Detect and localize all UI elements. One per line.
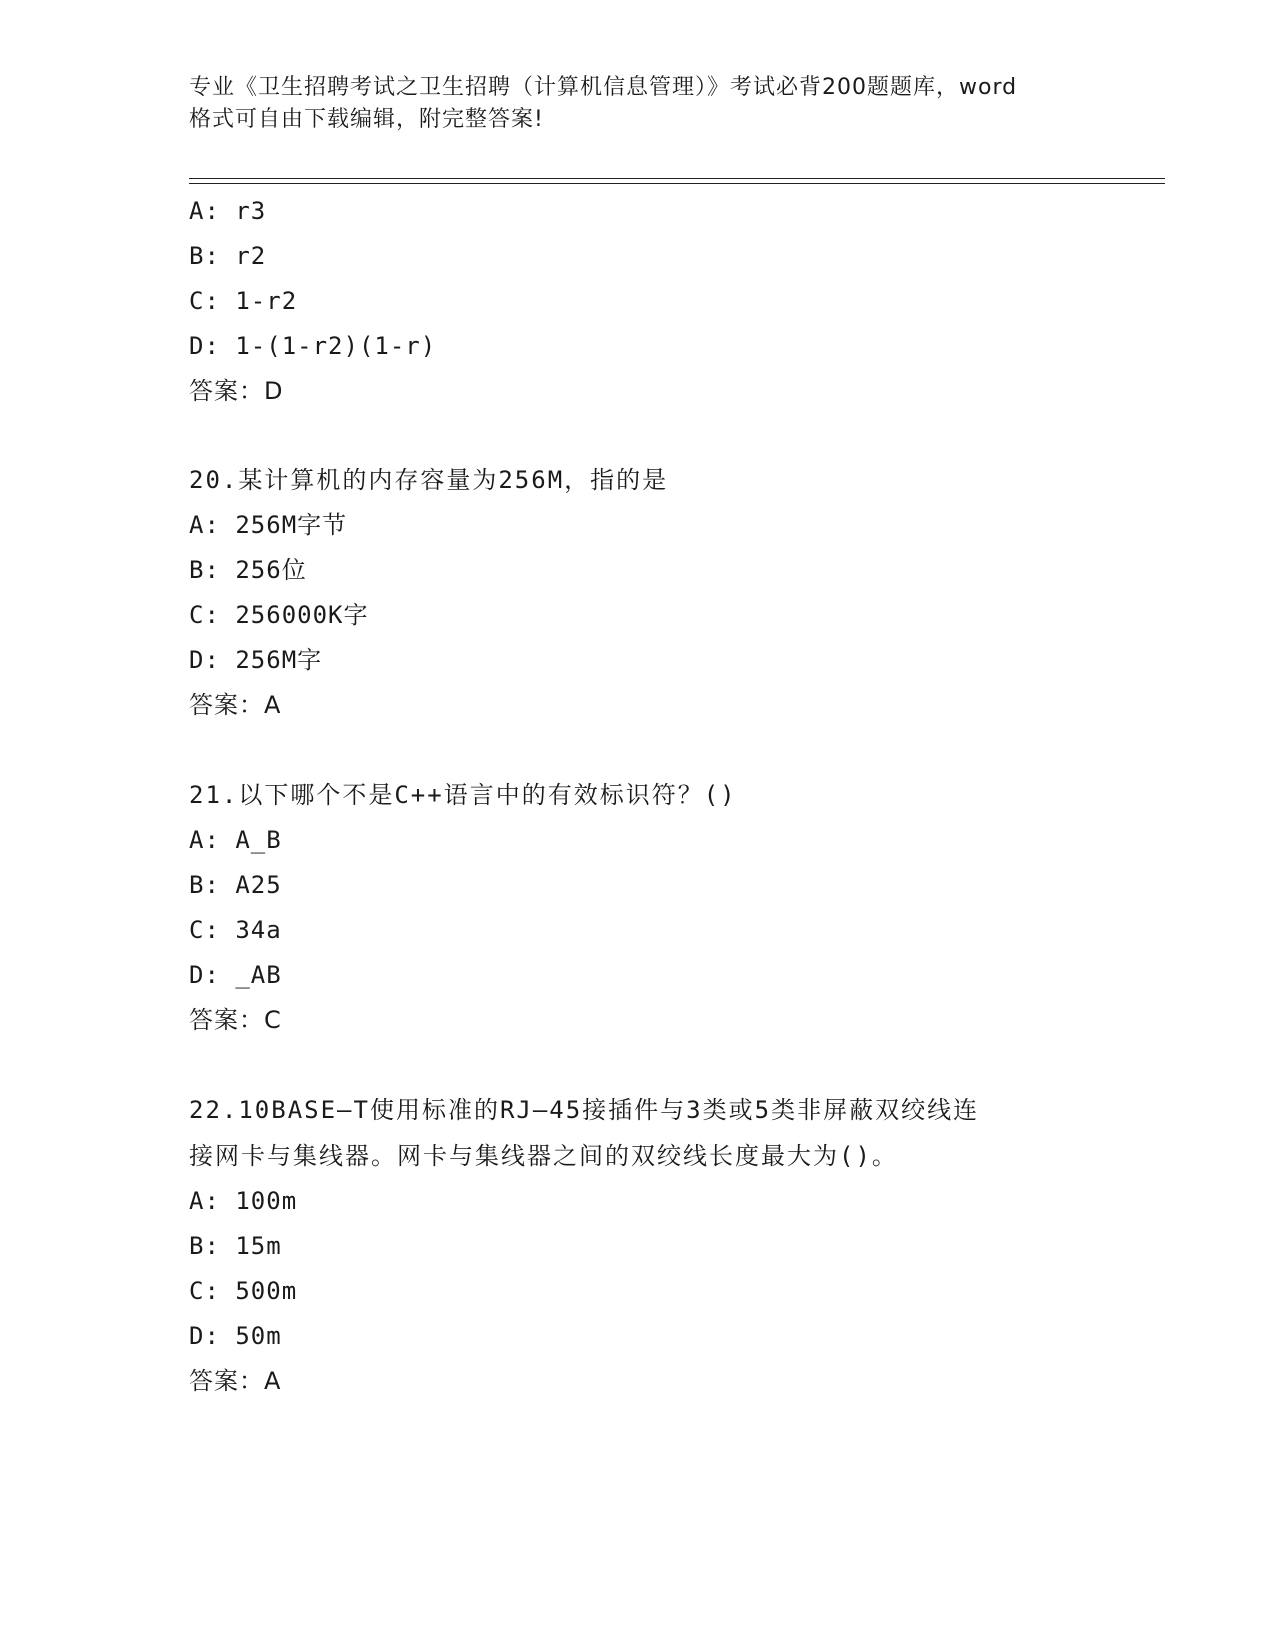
header-line-2: 格式可自由下载编辑，附完整答案! (189, 107, 544, 132)
header-line-1: 专业《卫生招聘考试之卫生招聘（计算机信息管理）》考试必背200题题库，word (189, 75, 1018, 100)
option-c: C: 1-r2 (189, 287, 298, 315)
option-d: D: 256M字 (189, 646, 323, 674)
option-d: D: _AB (189, 961, 282, 989)
option-a: A: 100m (189, 1187, 298, 1215)
answer: 答案：C (189, 1006, 282, 1034)
question-20: 20.某计算机的内存容量为256M，指的是 (189, 466, 669, 494)
option-a: A: A_B (189, 826, 282, 854)
option-a: A: 256M字节 (189, 511, 348, 539)
header-rule-bottom (189, 183, 1165, 184)
option-c: C: 256000K字 (189, 601, 369, 629)
option-b: B: 256位 (189, 556, 307, 584)
option-d: D: 50m (189, 1322, 282, 1350)
answer: 答案：D (189, 377, 284, 405)
option-b: B: r2 (189, 242, 267, 270)
header-rule-top (189, 178, 1165, 179)
answer: 答案：A (189, 691, 282, 719)
option-d: D: 1-(1-r2)(1-r) (189, 332, 437, 360)
option-b: B: A25 (189, 871, 282, 899)
option-c: C: 500m (189, 1277, 298, 1305)
option-b: B: 15m (189, 1232, 282, 1260)
question-22-line-2: 接网卡与集线器。网卡与集线器之间的双绞线长度最大为()。 (189, 1142, 898, 1170)
question-21: 21.以下哪个不是C++语言中的有效标识符？() (189, 781, 737, 809)
option-c: C: 34a (189, 916, 282, 944)
answer: 答案：A (189, 1367, 282, 1395)
option-a: A: r3 (189, 197, 267, 225)
document-header (189, 72, 1089, 136)
question-22-line-1: 22.10BASE—T使用标准的RJ—45接插件与3类或5类非屏蔽双绞线连 (189, 1096, 980, 1124)
